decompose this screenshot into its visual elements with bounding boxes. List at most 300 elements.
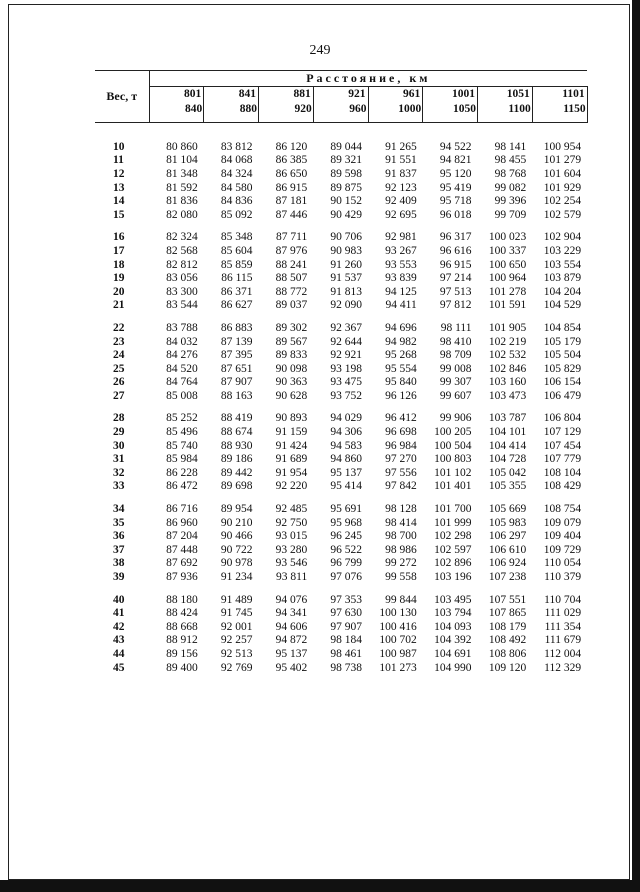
rate-cell: 92 220 (275, 480, 308, 493)
rate-cell: 86 716 (166, 503, 198, 516)
rate-cell: 94 125 (385, 285, 417, 298)
rate-cell: 112 004 (544, 647, 582, 660)
rate-cell: 85 008 (166, 389, 198, 402)
rate-cell: 92 695 (385, 208, 417, 221)
weight-column-header: Вес, т (95, 71, 149, 123)
rate-cell: 83 812 (220, 140, 253, 153)
rate-cell: 85 092 (220, 208, 253, 221)
rate-cell: 104 414 (488, 439, 527, 452)
table-row (95, 620, 587, 634)
rate-cell: 92 367 (330, 321, 362, 334)
rate-cell: 107 129 (543, 426, 582, 439)
rate-cell: 90 098 (275, 362, 308, 375)
table-row (95, 389, 587, 403)
rate-cell: 92 750 (275, 516, 308, 529)
group-spacer (95, 312, 587, 321)
weight-cell: 14 (113, 195, 125, 208)
rate-cell: 96 698 (385, 426, 417, 439)
rate-cell: 91 489 (220, 593, 253, 606)
table-row (95, 529, 587, 543)
rate-cell: 109 404 (543, 530, 582, 543)
rate-cell: 105 355 (488, 480, 527, 493)
rate-cell: 89 044 (330, 140, 362, 153)
range-to: 1100 (508, 103, 531, 115)
rate-cell: 98 700 (385, 530, 417, 543)
weight-cell: 24 (113, 349, 125, 362)
rate-cell: 100 954 (543, 140, 582, 153)
rate-cell: 93 475 (330, 376, 362, 389)
rate-cell: 89 954 (220, 503, 253, 516)
rate-cell: 101 401 (434, 480, 472, 493)
rate-cell: 101 999 (434, 516, 472, 529)
rate-cell: 86 115 (221, 272, 253, 285)
rate-cell: 100 987 (379, 647, 417, 660)
table-row (95, 606, 587, 620)
rate-cell: 93 553 (385, 258, 417, 271)
table-row (95, 543, 587, 557)
weight-cell: 23 (113, 335, 125, 348)
table-row (95, 271, 587, 285)
rate-cell: 90 628 (275, 389, 308, 402)
weight-cell: 18 (113, 258, 125, 271)
rate-cell: 100 504 (434, 439, 472, 452)
table-row (95, 634, 587, 648)
rate-cell: 107 865 (488, 607, 527, 620)
rate-cell: 102 896 (434, 557, 472, 570)
rate-cell: 83 300 (166, 285, 198, 298)
rate-cell: 82 324 (166, 231, 198, 244)
rate-cell: 91 954 (275, 466, 308, 479)
table-row (95, 661, 587, 675)
rate-cell: 102 298 (434, 530, 472, 543)
rate-cell: 94 821 (439, 154, 472, 167)
rate-cell: 110 379 (544, 571, 582, 584)
rate-cell: 85 984 (166, 453, 198, 466)
rate-cell: 89 833 (275, 349, 308, 362)
rate-cell: 91 745 (220, 607, 253, 620)
rate-cell: 87 711 (276, 231, 308, 244)
rate-cell: 103 794 (434, 607, 472, 620)
rate-cell: 109 079 (543, 516, 582, 529)
rate-cell: 95 137 (275, 647, 308, 660)
rate-cell: 106 154 (543, 376, 582, 389)
rate-cell: 90 152 (330, 195, 362, 208)
rate-cell: 99 082 (494, 181, 527, 194)
rate-cell: 99 396 (494, 195, 527, 208)
rate-cell: 87 204 (166, 530, 198, 543)
rate-cell: 90 429 (330, 208, 362, 221)
rate-cell: 95 968 (330, 516, 362, 529)
rate-cell: 98 455 (494, 154, 527, 167)
rate-cell: 100 130 (379, 607, 417, 620)
rate-cell: 81 592 (166, 181, 198, 194)
rate-cell: 89 442 (220, 466, 253, 479)
rate-cell: 104 854 (543, 321, 582, 334)
rate-cell: 111 354 (544, 620, 582, 633)
rate-cell: 98 738 (330, 661, 362, 674)
rate-cell: 91 424 (275, 439, 308, 452)
rate-cell: 94 522 (439, 140, 472, 153)
range-from: 1101 (562, 88, 585, 100)
rate-cell: 102 597 (434, 543, 472, 556)
rate-cell: 104 728 (488, 453, 527, 466)
weight-cell: 33 (113, 480, 125, 493)
rate-cell: 84 276 (166, 349, 198, 362)
weight-cell: 11 (113, 154, 124, 167)
range-to: 1150 (563, 103, 586, 115)
table-row (95, 647, 587, 661)
rate-cell: 95 137 (330, 466, 362, 479)
rate-cell: 103 229 (543, 244, 582, 257)
rate-cell: 103 787 (488, 412, 527, 425)
range-from: 801 (184, 88, 202, 100)
rate-cell: 84 032 (166, 335, 198, 348)
rate-cell: 105 983 (488, 516, 527, 529)
rate-cell: 97 353 (330, 593, 362, 606)
rate-cell: 92 123 (385, 181, 417, 194)
rate-cell: 99 844 (385, 593, 417, 606)
rate-cell: 87 651 (220, 362, 253, 375)
scan-edge-bottom (0, 880, 640, 892)
rate-cell: 106 297 (488, 530, 527, 543)
rate-cell: 95 554 (385, 362, 417, 375)
rate-cell: 101 591 (488, 299, 527, 312)
weight-cell: 35 (113, 516, 125, 529)
rate-cell: 107 551 (488, 593, 527, 606)
rate-cell: 100 416 (379, 620, 417, 633)
table-row (95, 376, 587, 390)
rate-cell: 111 029 (544, 607, 582, 620)
weight-cell: 32 (113, 466, 125, 479)
rate-cell: 99 906 (439, 412, 472, 425)
rate-cell: 112 329 (544, 661, 582, 674)
rate-cell: 99 008 (439, 362, 472, 375)
rate-cell: 91 551 (385, 154, 417, 167)
weight-cell: 16 (113, 231, 125, 244)
rate-cell: 103 473 (488, 389, 527, 402)
weight-cell: 43 (113, 634, 125, 647)
range-from: 1051 (506, 88, 530, 100)
rate-cell: 94 341 (275, 607, 308, 620)
rate-cell: 97 214 (439, 272, 472, 285)
rate-cell: 84 836 (220, 195, 253, 208)
rate-cell: 87 139 (220, 335, 253, 348)
group-spacer (95, 222, 587, 231)
rate-cell: 87 907 (220, 376, 253, 389)
table-row (95, 285, 587, 299)
range-from: 961 (403, 88, 421, 100)
table-row (95, 154, 587, 168)
rate-cell: 101 102 (434, 466, 472, 479)
rate-cell: 104 691 (434, 647, 472, 660)
rate-cell: 80 860 (166, 140, 198, 153)
group-spacer (95, 584, 587, 593)
table-row (95, 466, 587, 480)
rate-cell: 91 537 (330, 272, 362, 285)
rate-cell: 92 921 (330, 349, 362, 362)
table-row (95, 362, 587, 376)
rate-cell: 85 252 (166, 412, 198, 425)
rate-cell: 92 981 (385, 231, 417, 244)
rate-cell: 100 337 (488, 244, 527, 257)
rate-cell: 101 273 (379, 661, 417, 674)
rate-cell: 91 813 (330, 285, 362, 298)
rate-cell: 88 668 (166, 620, 198, 633)
rate-cell: 88 241 (275, 258, 308, 271)
rate-cell: 100 702 (379, 634, 417, 647)
rate-cell: 99 709 (494, 208, 527, 221)
distance-range-header (149, 87, 204, 123)
range-to: 920 (294, 103, 312, 115)
rate-cell: 96 522 (330, 543, 362, 556)
rate-cell: 84 520 (166, 362, 198, 375)
rate-cell: 91 159 (275, 426, 308, 439)
rate-cell: 110 704 (544, 593, 582, 606)
rate-cell: 94 583 (330, 439, 362, 452)
rate-cell: 107 779 (543, 453, 582, 466)
rate-cell: 87 395 (220, 349, 253, 362)
range-to: 840 (185, 103, 203, 115)
table-row (95, 425, 587, 439)
rate-cell: 102 219 (488, 335, 527, 348)
rate-cell: 94 076 (275, 593, 308, 606)
group-spacer (95, 403, 587, 412)
range-to: 960 (349, 103, 367, 115)
rate-cell: 84 068 (220, 154, 253, 167)
distance-range-header (259, 87, 314, 123)
weight-cell: 37 (113, 543, 125, 556)
range-from: 841 (238, 88, 256, 100)
weight-cell: 21 (113, 299, 125, 312)
rate-cell: 98 410 (439, 335, 472, 348)
rate-cell: 94 306 (330, 426, 362, 439)
scan-edge-right (632, 0, 640, 892)
rate-cell: 110 054 (544, 557, 582, 570)
distance-range-header (313, 87, 368, 123)
rate-cell: 86 472 (166, 480, 198, 493)
rate-cell: 109 120 (488, 661, 527, 674)
rate-cell: 88 930 (220, 439, 253, 452)
rate-cell: 90 466 (220, 530, 253, 543)
rate-cell: 92 001 (220, 620, 253, 633)
rate-cell: 81 348 (166, 167, 198, 180)
rate-cell: 90 210 (220, 516, 253, 529)
rate-cell: 92 644 (330, 335, 362, 348)
rate-cell: 94 606 (275, 620, 308, 633)
rate-cell: 101 905 (488, 321, 527, 334)
table-row (95, 452, 587, 466)
rate-cell: 103 196 (434, 571, 472, 584)
rate-cell: 109 729 (543, 543, 582, 556)
rate-cell: 94 029 (330, 412, 362, 425)
distance-range-header (478, 87, 533, 123)
rate-cell: 108 104 (543, 466, 582, 479)
rate-cell: 101 700 (434, 503, 472, 516)
rate-cell: 108 806 (488, 647, 527, 660)
rate-cell: 104 990 (434, 661, 472, 674)
rate-cell: 106 610 (488, 543, 527, 556)
weight-cell: 28 (113, 412, 125, 425)
rate-cell: 104 093 (434, 620, 472, 633)
rate-cell: 100 964 (488, 272, 527, 285)
rate-cell: 88 424 (166, 607, 198, 620)
rate-cell: 105 669 (488, 503, 527, 516)
rate-cell: 96 126 (385, 389, 417, 402)
rate-cell: 82 812 (166, 258, 198, 271)
rate-cell: 96 018 (439, 208, 472, 221)
rate-cell: 92 513 (220, 647, 253, 660)
weight-cell: 20 (113, 285, 125, 298)
rate-cell: 86 228 (166, 466, 198, 479)
rate-cell: 87 692 (166, 557, 198, 570)
rate-cell: 87 976 (275, 244, 308, 257)
rate-cell: 93 267 (385, 244, 417, 257)
rate-cell: 94 696 (385, 321, 417, 334)
range-to: 1050 (453, 103, 476, 115)
rate-cell: 93 811 (276, 571, 308, 584)
table-row (95, 439, 587, 453)
rate-cell: 86 960 (166, 516, 198, 529)
distance-range-header (204, 87, 259, 123)
rate-cell: 95 718 (439, 195, 472, 208)
group-spacer (95, 493, 587, 502)
table-row (95, 593, 587, 607)
weight-cell: 26 (113, 376, 125, 389)
rate-cell: 108 179 (488, 620, 527, 633)
rate-cell: 106 479 (543, 389, 582, 402)
rate-cell: 83 544 (166, 299, 198, 312)
weight-cell: 34 (113, 503, 125, 516)
rate-cell: 86 371 (220, 285, 253, 298)
rate-cell: 89 598 (330, 167, 362, 180)
rate-cell: 101 604 (543, 167, 582, 180)
rate-cell: 96 245 (330, 530, 362, 543)
rate-cell: 83 056 (166, 272, 198, 285)
rate-cell: 92 485 (275, 503, 308, 516)
rate-cell: 86 120 (275, 140, 308, 153)
rate-cell: 105 179 (543, 335, 582, 348)
rate-cell: 85 348 (220, 231, 253, 244)
table-row (95, 570, 587, 584)
rate-cell: 89 698 (220, 480, 253, 493)
range-from: 881 (293, 88, 311, 100)
rate-cell: 89 156 (166, 647, 198, 660)
rate-cell: 90 722 (220, 543, 253, 556)
rate-cell: 98 141 (494, 140, 527, 153)
distance-range-header (368, 87, 423, 123)
page-number: 249 (309, 43, 331, 58)
rate-cell: 86 385 (275, 154, 308, 167)
weight-cell: 29 (113, 426, 125, 439)
rate-cell: 104 101 (488, 426, 527, 439)
rate-cell: 96 799 (330, 557, 362, 570)
rate-cell: 95 402 (275, 661, 308, 674)
rate-cell: 94 872 (275, 634, 308, 647)
rate-cell: 89 321 (330, 154, 362, 167)
rate-cell: 88 419 (220, 412, 253, 425)
rate-cell: 95 268 (385, 349, 417, 362)
table-row (95, 335, 587, 349)
rate-cell: 100 205 (434, 426, 472, 439)
weight-cell: 31 (113, 453, 125, 466)
rate-cell: 103 495 (434, 593, 472, 606)
rate-cell: 89 186 (220, 453, 253, 466)
table-row (95, 516, 587, 530)
rate-cell: 89 037 (275, 299, 308, 312)
weight-cell: 39 (113, 571, 125, 584)
rate-cell: 100 023 (488, 231, 527, 244)
rate-cell: 99 607 (439, 389, 472, 402)
rate-cell: 90 706 (330, 231, 362, 244)
rate-cell: 102 254 (543, 195, 582, 208)
rate-cell: 96 915 (439, 258, 472, 271)
table-row (95, 557, 587, 571)
table-row (95, 194, 587, 208)
distance-header: Расстояние, км (149, 71, 587, 87)
rate-cell: 93 015 (275, 530, 308, 543)
rate-cell: 87 446 (275, 208, 308, 221)
rate-cell: 86 883 (220, 321, 253, 334)
rate-cell: 108 492 (488, 634, 527, 647)
weight-cell: 42 (113, 620, 125, 633)
rate-cell: 83 788 (166, 321, 198, 334)
rate-cell: 101 278 (488, 285, 527, 298)
weight-cell: 40 (113, 593, 125, 606)
rate-cell: 108 754 (543, 503, 582, 516)
rate-cell: 103 879 (543, 272, 582, 285)
rate-cell: 88 180 (166, 593, 198, 606)
rate-cell: 98 414 (385, 516, 417, 529)
rate-cell: 93 198 (330, 362, 362, 375)
rate-cell: 93 752 (330, 389, 362, 402)
rate-cell: 85 496 (166, 426, 198, 439)
rate-cell: 93 839 (385, 272, 417, 285)
rate-cell: 99 272 (385, 557, 417, 570)
rate-cell: 91 837 (385, 167, 417, 180)
rate-cell: 105 829 (543, 362, 582, 375)
rate-cell: 84 764 (166, 376, 198, 389)
rate-cell: 97 630 (330, 607, 362, 620)
rate-cell: 98 128 (385, 503, 417, 516)
table-row (95, 348, 587, 362)
rate-cell: 98 986 (385, 543, 417, 556)
rate-cell: 91 265 (385, 140, 417, 153)
rate-cell: 85 740 (166, 439, 198, 452)
rate-cell: 97 842 (385, 480, 417, 493)
rate-cell: 89 567 (275, 335, 308, 348)
rate-cell: 92 257 (220, 634, 253, 647)
rate-cell: 90 983 (330, 244, 362, 257)
rate-cell: 88 163 (220, 389, 253, 402)
rate-cell: 97 076 (330, 571, 362, 584)
range-to: 880 (239, 103, 257, 115)
table-row (95, 258, 587, 272)
weight-cell: 38 (113, 557, 125, 570)
rate-cell: 104 392 (434, 634, 472, 647)
rate-cell: 90 893 (275, 412, 308, 425)
rate-cell: 105 042 (488, 466, 527, 479)
weight-cell: 30 (113, 439, 125, 452)
weight-cell: 22 (113, 321, 125, 334)
rate-cell: 87 936 (166, 571, 198, 584)
rate-cell: 95 120 (439, 167, 472, 180)
rate-cell: 93 280 (275, 543, 308, 556)
table-row (95, 412, 587, 426)
rate-cell: 94 982 (385, 335, 417, 348)
rate-cell: 102 904 (543, 231, 582, 244)
table-row (95, 480, 587, 494)
rate-cell: 90 978 (220, 557, 253, 570)
